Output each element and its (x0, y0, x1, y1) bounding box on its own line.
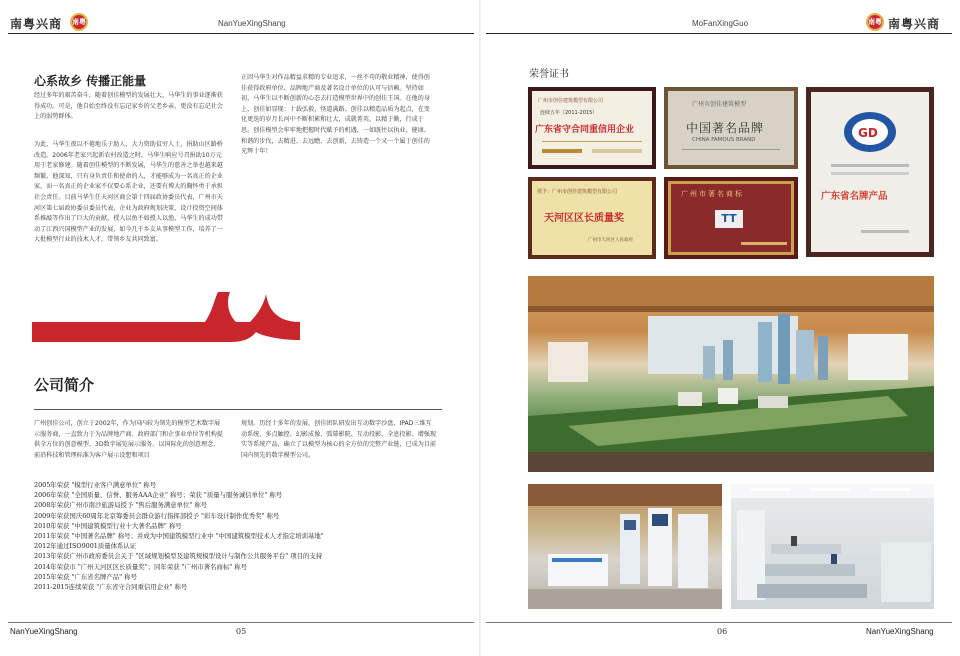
brand-seal-icon-right: 南粤 (866, 13, 884, 31)
cert1-company: 广州市创佳建筑模型有限公司 (538, 98, 604, 104)
footer-right: NanYueXingShang (866, 627, 934, 636)
workshop-machines-photo (528, 484, 722, 609)
award-item: 2011年荣获 "中国著名品牌" 称号；并成为中国建筑模型行业中 "中国建筑模型技术人才指定培训基地" (34, 532, 324, 541)
cert1-period: 连续五年（2011-2015） (540, 110, 598, 116)
story-col1-p2: 为此，马华生夜以不倦地乐于助人，大力资助贫穷人士，捐助山区路桥改造。2006年老家兴起新农村改造之时，马华生响应号召捐助10万元用于老家修建。随着创佳模型的不断发展，马华生的慈善之举也越来越频繁。他深知，只有身负责任和使命的人，才能够成为一名真正的企业家，而一名真正的企业家不仅要心系企业，还要有博大的胸怀勇于承担社会责任。目前马华生任天河区商会第十四届政协委员代表，广州市天河区第七届政协委员委员代表，企业为政府规划决策、设计投资空间体系推敲等作出了巨大的贡献。授人以鱼不如授人以渔，马华生的成功带动了江西兴国模型产业的发展，如今几千乡友从事模型工作，培养了一大批模型行业的技术人才，带领乡友共同致富。 (34, 141, 223, 244)
award-item: 2008年荣获广州市南沙旅游局授予 "售后服务满意单位" 称号 (34, 501, 208, 510)
cert4-issuer: 广州市天河区人民政府 (588, 238, 633, 243)
profile-heading: 公司简介 (34, 376, 95, 394)
cert2-title: 中国著名品牌 (686, 121, 765, 135)
svg-text:GD: GD (858, 126, 878, 140)
award-item: 2014年荣获市 "广州天河区区长质量奖"；同年荣获 "广州市著名商标" 称号 (34, 562, 248, 571)
brand-name-right: 南粤兴商 (888, 17, 941, 31)
studio-graphic (731, 484, 934, 609)
certificate-famous-trademark (664, 177, 798, 259)
award-item: 2005年荣获 "模型行业客户满意单位" 称号 (34, 481, 157, 489)
header-rule-left (8, 33, 474, 34)
spread-gutter (479, 0, 481, 656)
page-number-left: 05 (236, 627, 247, 636)
cert4-title: 天河区区长质量奖 (544, 213, 624, 224)
machines-graphic (528, 484, 722, 609)
design-studio-photo (731, 484, 934, 609)
city-model-graphic (528, 276, 934, 472)
footer-left: NanYueXingShang (10, 627, 78, 636)
exhibition-hall-photo (528, 276, 934, 472)
story-col1-p1: 经过多年的艰苦奋斗，随着创佳模型的发展壮大，马华生的事业逐渐获得成功。可是，他自始至终没有忘记家乡的父老乡亲，更没有忘记社会上的弱势群体。 (34, 92, 223, 121)
trademark-logo-icon: TT (715, 210, 743, 228)
certificate-district-quality (528, 177, 656, 259)
award-item: 2006年荣获 "全国质量、信誉、服务AAA企业" 称号；荣获 "质量与服务诚信单位" 称号 (34, 491, 283, 500)
page-number-right: 06 (717, 627, 728, 636)
running-head-right: MoFanXingGuo (692, 19, 749, 28)
certificate-famous-brand (664, 87, 798, 169)
brand-name-left: 南粤兴商 (10, 17, 63, 31)
cert3-title: 广东省名牌产品 (821, 191, 888, 202)
profile-col2: 规划。历经十多年的发展，创佳团队研发出互动数字沙盘、IPAD三维互动系统、多点触控、幻影成像、弧幕影院、互动投影、全息投影、增强现实等系统产品，确立了以模型为核心的全方位的完整产业链，已成为目前国内领先的数字模型公司。 (241, 420, 436, 459)
award-item: 2013年荣获广州市政府委员会关于 "区域规划模型及建筑规模型设计与制作公共服务平台" 项目的支持 (34, 552, 323, 561)
profile-rule (34, 409, 442, 410)
cert2-english: CHINA FAMOUS BRAND (692, 137, 756, 143)
profile-col1: 广州创佳公司，创立于2002年，作为国内较为领先的模型艺术数字展示服务商，一直致力于为品牌地产商、政府部门和企事业单位等机构提供全方位的创意模型、3D数字展览展示服务。以国际化的创意理念、前沿科技和管理标准为客户展示设想和项目 (34, 420, 223, 459)
certificate-contract-credit (528, 87, 656, 169)
award-emblem-icon (842, 110, 898, 154)
story-col2: 正因马华生对作品精益求精的专业追求，一丝不苟的敬业精神，使得创佳获得政府单位、品牌地产商及著名设计单位的认可与信赖。坚持如初，马华生以不断创新的心态去打造模型世界中的创佳王国。在他的身上，创佳如显现：十载弘毅，怪道满路。创佳以精造品质为起点，在变化更迭的岁月长河中不断积累和壮大，成就菁英，以精于勤，行成于思。创佳模型会牢牢地把握时代赋予的机遇，一如既往以执业、健康、和谐的步伐，去精进、去远瞻、去创新，去铸造一个又一个属于创佳的光辉十年！ (241, 74, 430, 156)
story-heading: 心系故乡 传播正能量 (34, 74, 147, 88)
header-rule-right (486, 33, 952, 34)
certificate-provincial-product (806, 87, 934, 257)
award-item: 2009年荣获国庆60周年北京筹委员会群众游行指挥部授予 "彩车设计制作优秀奖" 称号 (34, 511, 280, 520)
running-head-left: NanYueXingShang (218, 19, 286, 28)
award-item: 2010年荣获 "中国建筑模型行业十大著名品牌" 称号 (34, 521, 182, 530)
awards-list (34, 480, 474, 592)
award-item: 2015年荣获 "广东省名牌产品" 称号 (34, 572, 137, 581)
cert4-recipient: 授予：广州市创佳建筑模型有限公司 (537, 189, 618, 195)
honors-heading: 荣誉证书 (529, 69, 569, 80)
award-item: 2011-2015连续荣获 "广东省守合同重信用企业" 称号 (34, 583, 188, 592)
footer-rule-right (486, 622, 952, 623)
footer-rule-left (8, 622, 474, 623)
brand-seal-icon: 南粤 (70, 13, 88, 31)
cert1-title: 广东省守合同重信用企业 (535, 125, 635, 135)
award-item: 2012年通过ISO9001质量体系认证 (34, 542, 137, 551)
cert5-title: 广州市著名商标 (681, 190, 744, 198)
red-swoosh-graphic (0, 292, 480, 352)
cert2-org: 广州市创佳建筑模型 (692, 101, 747, 108)
